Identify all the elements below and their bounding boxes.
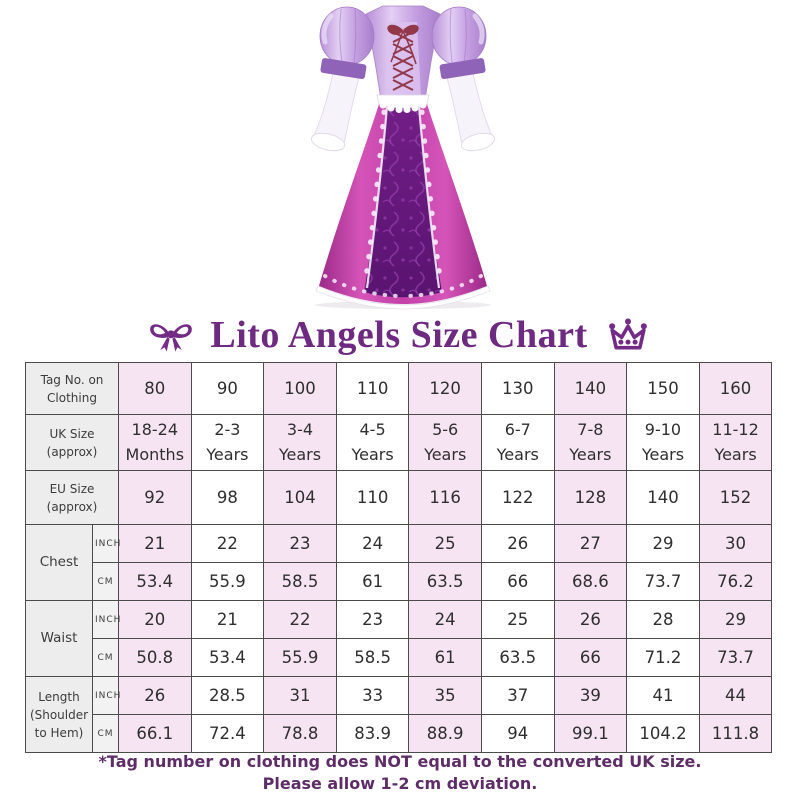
uk-cell: 7-8 Years <box>554 415 627 471</box>
chest-inch-cell: 23 <box>264 525 337 563</box>
length-inch-cell: 31 <box>264 677 337 715</box>
waist-cm-cell: 66 <box>554 639 627 677</box>
waist-inch-cell: 20 <box>119 601 192 639</box>
waist-inch-cell: 29 <box>699 601 772 639</box>
length-inch-cell: 28.5 <box>191 677 264 715</box>
chest-cm-cell: 53.4 <box>119 563 192 601</box>
waist-inch-cell: 25 <box>481 601 554 639</box>
uk-cell: 11-12 Years <box>699 415 772 471</box>
eu-cell: 110 <box>336 471 409 525</box>
row-waist-inch <box>26 601 772 639</box>
chest-inch-cell: 21 <box>119 525 192 563</box>
uk-cell: 4-5 Years <box>336 415 409 471</box>
eu-cell: 152 <box>699 471 772 525</box>
unit-label-cm: CM <box>93 715 119 753</box>
waist-cm-cell: 50.8 <box>119 639 192 677</box>
bow-icon <box>148 316 194 354</box>
waist-cm-cell: 58.5 <box>336 639 409 677</box>
size-chart <box>25 362 772 753</box>
unit-label-cm: CM <box>93 563 119 601</box>
waist-inch-cell: 24 <box>409 601 482 639</box>
uk-cell: 3-4 Years <box>264 415 337 471</box>
eu-cell: 104 <box>264 471 337 525</box>
tag-cell: 110 <box>336 363 409 415</box>
length-inch-cell: 39 <box>554 677 627 715</box>
row-label-chest: Chest <box>26 525 93 601</box>
chest-cm-cell: 63.5 <box>409 563 482 601</box>
tag-cell: 140 <box>554 363 627 415</box>
chest-inch-cell: 26 <box>481 525 554 563</box>
length-inch-cell: 26 <box>119 677 192 715</box>
footnote-line-2: Please allow 1-2 cm deviation. <box>262 773 538 793</box>
row-chest-cm <box>26 563 772 601</box>
uk-cell: 9-10 Years <box>627 415 700 471</box>
length-cm-cell: 66.1 <box>119 715 192 753</box>
waist-cm-cell: 73.7 <box>699 639 772 677</box>
dress-illustration <box>303 0 503 310</box>
chest-inch-cell: 29 <box>627 525 700 563</box>
row-label-eu: EU Size (approx) <box>26 471 119 525</box>
length-inch-cell: 37 <box>481 677 554 715</box>
waist-cm-cell: 61 <box>409 639 482 677</box>
row-tag-no <box>26 363 772 415</box>
chest-cm-cell: 55.9 <box>191 563 264 601</box>
waist-inch-cell: 22 <box>264 601 337 639</box>
tag-cell: 150 <box>627 363 700 415</box>
waist-inch-cell: 23 <box>336 601 409 639</box>
length-inch-cell: 44 <box>699 677 772 715</box>
tag-cell: 130 <box>481 363 554 415</box>
chest-cm-cell: 58.5 <box>264 563 337 601</box>
waist-cm-cell: 53.4 <box>191 639 264 677</box>
size-chart-table <box>25 362 772 753</box>
chest-inch-cell: 24 <box>336 525 409 563</box>
row-length-inch <box>26 677 772 715</box>
length-inch-cell: 41 <box>627 677 700 715</box>
row-label-waist: Waist <box>26 601 93 677</box>
row-label-uk: UK Size (approx) <box>26 415 119 471</box>
tag-cell: 90 <box>191 363 264 415</box>
uk-cell: 18-24 Months <box>119 415 192 471</box>
tag-cell: 80 <box>119 363 192 415</box>
waist-inch-cell: 21 <box>191 601 264 639</box>
length-cm-cell: 72.4 <box>191 715 264 753</box>
tag-cell: 160 <box>699 363 772 415</box>
length-cm-cell: 94 <box>481 715 554 753</box>
length-cm-cell: 111.8 <box>699 715 772 753</box>
eu-cell: 140 <box>627 471 700 525</box>
tag-cell: 100 <box>264 363 337 415</box>
length-cm-cell: 83.9 <box>336 715 409 753</box>
chest-inch-cell: 25 <box>409 525 482 563</box>
uk-cell: 6-7 Years <box>481 415 554 471</box>
chest-cm-cell: 66 <box>481 563 554 601</box>
waist-cm-cell: 55.9 <box>264 639 337 677</box>
chest-inch-cell: 30 <box>699 525 772 563</box>
length-inch-cell: 35 <box>409 677 482 715</box>
product-dress-image <box>303 0 503 310</box>
footnote-line-1: *Tag number on clothing does NOT equal to the converted UK size. <box>98 752 702 771</box>
dress-bodice <box>366 6 440 113</box>
eu-cell: 122 <box>481 471 554 525</box>
unit-label-inch: INCH <box>93 601 119 639</box>
chest-cm-cell: 61 <box>336 563 409 601</box>
row-chest-inch <box>26 525 772 563</box>
row-label-length: Length (Shoulder to Hem) <box>26 677 93 753</box>
length-cm-cell: 78.8 <box>264 715 337 753</box>
chest-cm-cell: 73.7 <box>627 563 700 601</box>
waist-inch-cell: 28 <box>627 601 700 639</box>
eu-cell: 92 <box>119 471 192 525</box>
waist-cm-cell: 63.5 <box>481 639 554 677</box>
row-waist-cm <box>26 639 772 677</box>
unit-label-inch: INCH <box>93 677 119 715</box>
chest-inch-cell: 22 <box>191 525 264 563</box>
page-title: Lito Angels Size Chart <box>210 314 588 356</box>
chest-cm-cell: 68.6 <box>554 563 627 601</box>
unit-label-inch: INCH <box>93 525 119 563</box>
unit-label-cm: CM <box>93 639 119 677</box>
uk-cell: 2-3 Years <box>191 415 264 471</box>
chest-cm-cell: 76.2 <box>699 563 772 601</box>
waist-inch-cell: 26 <box>554 601 627 639</box>
chest-inch-cell: 27 <box>554 525 627 563</box>
row-label-tag: Tag No. on Clothing <box>26 363 119 415</box>
uk-cell: 5-6 Years <box>409 415 482 471</box>
waist-cm-cell: 71.2 <box>627 639 700 677</box>
length-cm-cell: 88.9 <box>409 715 482 753</box>
row-length-cm <box>26 715 772 753</box>
title-bar <box>0 308 800 362</box>
tag-cell: 120 <box>409 363 482 415</box>
row-uk-size <box>26 415 772 471</box>
length-cm-cell: 99.1 <box>554 715 627 753</box>
crown-icon <box>604 316 652 354</box>
eu-cell: 98 <box>191 471 264 525</box>
eu-cell: 128 <box>554 471 627 525</box>
length-inch-cell: 33 <box>336 677 409 715</box>
length-cm-cell: 104.2 <box>627 715 700 753</box>
eu-cell: 116 <box>409 471 482 525</box>
footnote <box>0 751 800 794</box>
row-eu-size <box>26 471 772 525</box>
